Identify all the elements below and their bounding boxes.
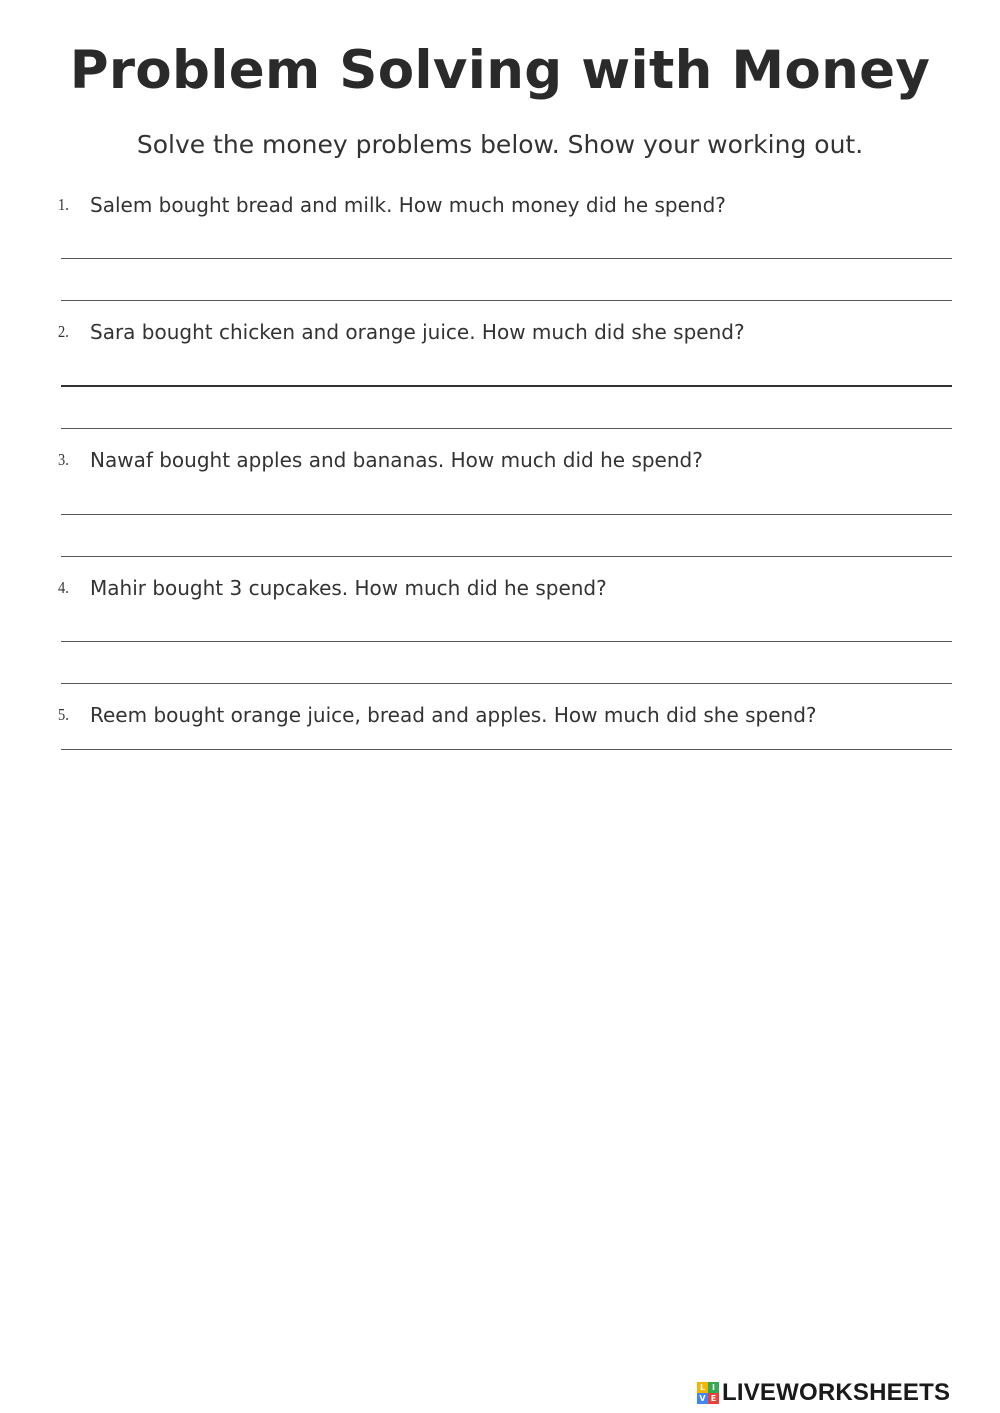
answer-line[interactable] bbox=[61, 683, 952, 684]
logo-letter: V bbox=[697, 1393, 708, 1404]
answer-line[interactable] bbox=[61, 258, 952, 259]
question-5 bbox=[0, 703, 1000, 729]
logo-letter: I bbox=[708, 1382, 719, 1393]
question-number: 5. bbox=[58, 705, 69, 724]
question-number: 1. bbox=[58, 195, 69, 214]
liveworksheets-logo[interactable] bbox=[697, 1378, 950, 1408]
answer-line[interactable] bbox=[61, 514, 952, 515]
answer-line[interactable] bbox=[61, 749, 952, 750]
question-text: Mahir bought 3 cupcakes. How much did he spend? bbox=[90, 576, 607, 600]
question-text: Reem bought orange juice, bread and apples. How much did she spend? bbox=[90, 703, 817, 727]
instructions: Solve the money problems below. Show your working out. bbox=[136, 130, 864, 159]
question-1 bbox=[0, 193, 1000, 219]
brand-name: LIVEWORKSHEETS bbox=[722, 1379, 951, 1406]
liveworksheets-icon bbox=[697, 1382, 719, 1404]
answer-line[interactable] bbox=[61, 428, 952, 429]
answer-line[interactable] bbox=[61, 300, 952, 301]
question-4 bbox=[0, 576, 1000, 602]
answer-line[interactable] bbox=[61, 385, 952, 387]
logo-letter: E bbox=[708, 1393, 719, 1404]
question-2 bbox=[0, 320, 1000, 346]
question-text: Sara bought chicken and orange juice. How much did she spend? bbox=[90, 320, 745, 344]
question-number: 3. bbox=[58, 450, 69, 469]
question-3 bbox=[0, 448, 1000, 474]
question-number: 4. bbox=[58, 578, 69, 597]
logo-letter: L bbox=[697, 1382, 708, 1393]
question-text: Salem bought bread and milk. How much money did he spend? bbox=[90, 193, 726, 217]
question-text: Nawaf bought apples and bananas. How much did he spend? bbox=[90, 448, 703, 472]
page-title: Problem Solving with Money bbox=[69, 40, 931, 101]
answer-line[interactable] bbox=[61, 556, 952, 557]
question-number: 2. bbox=[58, 322, 69, 341]
answer-line[interactable] bbox=[61, 641, 952, 642]
